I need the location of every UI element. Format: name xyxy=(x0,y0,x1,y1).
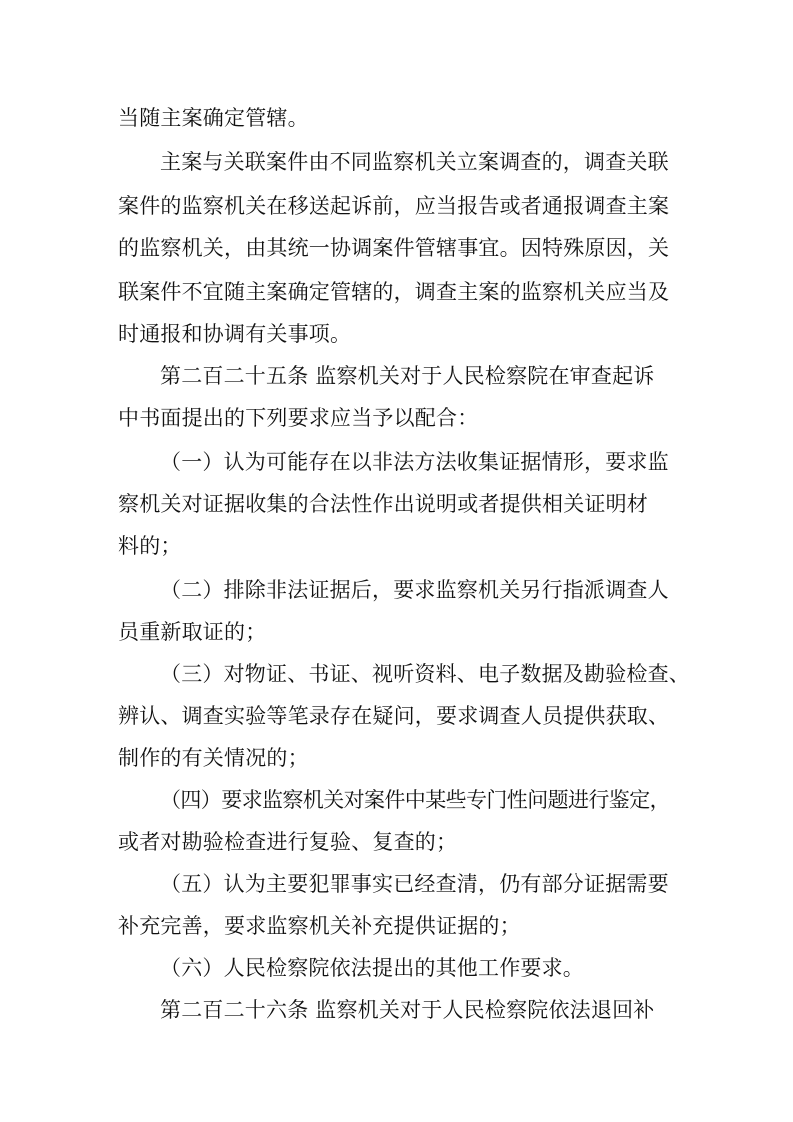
text-line: 制作的有关情况的； xyxy=(118,746,309,770)
text-line: 当随主案确定管辖。 xyxy=(118,106,309,130)
text-line: 察机关对证据收集的合法性作出说明或者提供相关证明材 xyxy=(118,492,648,516)
text-line: 的监察机关，由其统一协调案件管辖事宜。因特殊原因，关 xyxy=(118,236,670,260)
text-line: 料的； xyxy=(118,534,182,558)
list-item: （三）对物证、书证、视听资料、电子数据及勘验检查、 xyxy=(160,662,690,686)
article-heading: 第二百二十五条 监察机关对于人民检察院在审查起诉 xyxy=(160,364,655,388)
text-line: 案件的监察机关在移送起诉前，应当报告或者通报调查主案 xyxy=(118,194,670,218)
list-item: （二）排除非法证据后，要求监察机关另行指派调查人 xyxy=(160,578,669,602)
list-item: （五）认为主要犯罪事实已经查清，仍有部分证据需要 xyxy=(160,872,669,896)
text-line: 补充完善，要求监察机关补充提供证据的； xyxy=(118,914,521,938)
text-line: 或者对勘验检查进行复验、复查的； xyxy=(118,830,458,854)
text-line: 主案与关联案件由不同监察机关立案调查的，调查关联 xyxy=(160,150,669,174)
text-line: 时通报和协调有关事项。 xyxy=(118,322,352,346)
text-line: 员重新取证的； xyxy=(118,620,267,644)
list-item: （四）要求监察机关对案件中某些专门性问题进行鉴定， xyxy=(160,788,670,812)
text-line: 辨认、调查实验等笔录存在疑问，要求调查人员提供获取、 xyxy=(118,704,670,728)
text-line: 联案件不宜随主案确定管辖的，调查主案的监察机关应当及 xyxy=(118,280,670,304)
text-line: 中书面提出的下列要求应当予以配合： xyxy=(118,406,479,430)
list-item: （六）人民检察院依法提出的其他工作要求。 xyxy=(160,956,584,980)
article-heading: 第二百二十六条 监察机关对于人民检察院依法退回补 xyxy=(160,998,655,1022)
list-item: （一）认为可能存在以非法方法收集证据情形，要求监 xyxy=(160,450,669,474)
